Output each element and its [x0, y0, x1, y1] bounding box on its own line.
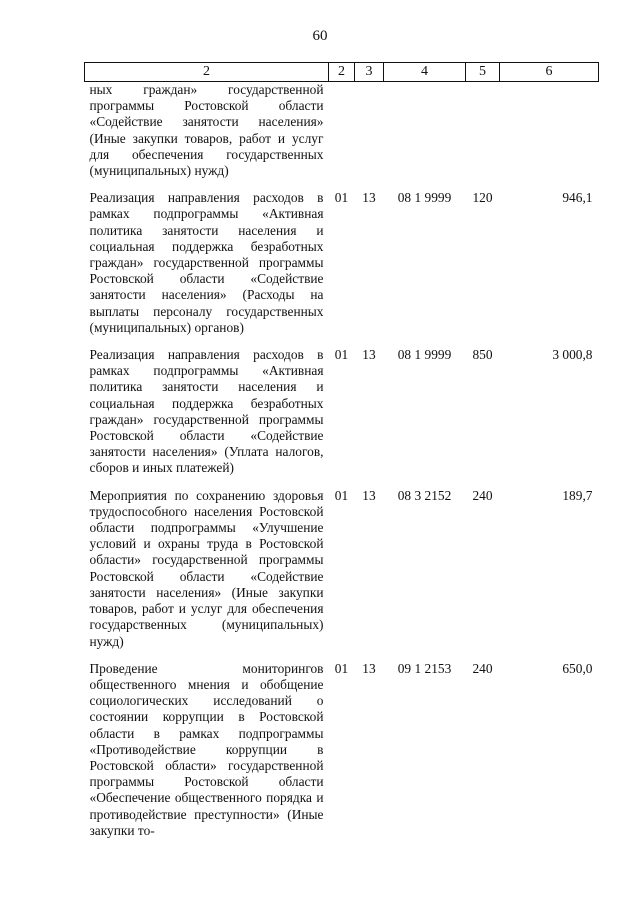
row-expense-type: 850	[472, 347, 493, 363]
table-row	[85, 477, 599, 650]
row-subsection: 13	[362, 487, 376, 503]
row-chapter	[329, 82, 355, 180]
header-col-description: 2	[85, 63, 329, 82]
table-row	[85, 336, 599, 477]
row-expense-type: 240	[472, 487, 493, 503]
row-description: Реализация направления расходов в рамках подпрограммы «Активная политика занятости населения и социальная поддержка безработных граждан» государственной программы Ростовской области «Содействие занятости населения» (Расходы на выплаты персоналу государственных (муниципальных) органов)	[89, 190, 324, 335]
row-expense-type	[466, 82, 500, 180]
row-description: Мероприятия по сохранению здоровья трудоспособного населения Ростовской области подпрограммы «Улучшение условий и охраны труда в Ростовской области» государственной программы Ростовской области «Содействие занятости населения» (Иные закупки товаров, работ и услуг для обеспечения государственных (муниципальных) нужд)	[89, 487, 324, 649]
row-chapter: 01	[334, 487, 349, 503]
row-subsection: 13	[362, 190, 376, 206]
row-subsection	[355, 82, 384, 180]
row-target: 08 1 9999	[397, 347, 452, 363]
row-target	[384, 82, 466, 180]
row-chapter: 01	[334, 190, 349, 206]
row-target: 08 1 9999	[397, 190, 452, 206]
row-target: 08 3 2152	[397, 487, 452, 503]
header-col-amount: 6	[500, 63, 599, 82]
header-col-target: 4	[384, 63, 466, 82]
row-subsection: 13	[362, 660, 376, 676]
row-description: ных граждан» государственной программы Ростовской области «Содействие занятости населения» (Иные закупки товаров, работ и услуг для обеспечения государственных (муниципальных) нужд)	[89, 82, 324, 179]
row-chapter: 01	[334, 660, 349, 676]
row-amount: 189,7	[562, 487, 593, 503]
header-col-chapter: 2	[329, 63, 355, 82]
row-target: 09 1 2153	[397, 660, 452, 676]
budget-table	[84, 62, 599, 839]
row-amount: 946,1	[562, 190, 593, 206]
header-col-subsection: 3	[355, 63, 384, 82]
table-header-row	[85, 63, 599, 82]
table-row	[85, 82, 599, 180]
row-subsection: 13	[362, 347, 376, 363]
header-col-expense-type: 5	[466, 63, 500, 82]
row-amount	[500, 82, 599, 180]
row-amount: 650,0	[562, 660, 593, 676]
row-amount: 3 000,8	[552, 347, 593, 363]
table-row	[85, 179, 599, 336]
row-expense-type: 120	[472, 190, 493, 206]
table-row	[85, 650, 599, 839]
page-number: 60	[312, 28, 328, 44]
row-chapter: 01	[334, 347, 349, 363]
row-expense-type: 240	[472, 660, 493, 676]
row-description: Реализация направления расходов в рамках подпрограммы «Активная политика занятости населения и социальная поддержка безработных граждан» государственной программы Ростовской области «Содействие занятости населения» (Уплата налогов, сборов и иных платежей)	[89, 347, 324, 476]
row-description: Проведение мониторингов общественного мнения и обобщение социологических исследований о состоянии коррупции в Ростовской области в рамках подпрограммы «Противодействие коррупции в Ростовской области» государственной программы Ростовской области «Обеспечение общественного порядка и противодействие преступности» (Иные закупки то-	[89, 660, 324, 838]
